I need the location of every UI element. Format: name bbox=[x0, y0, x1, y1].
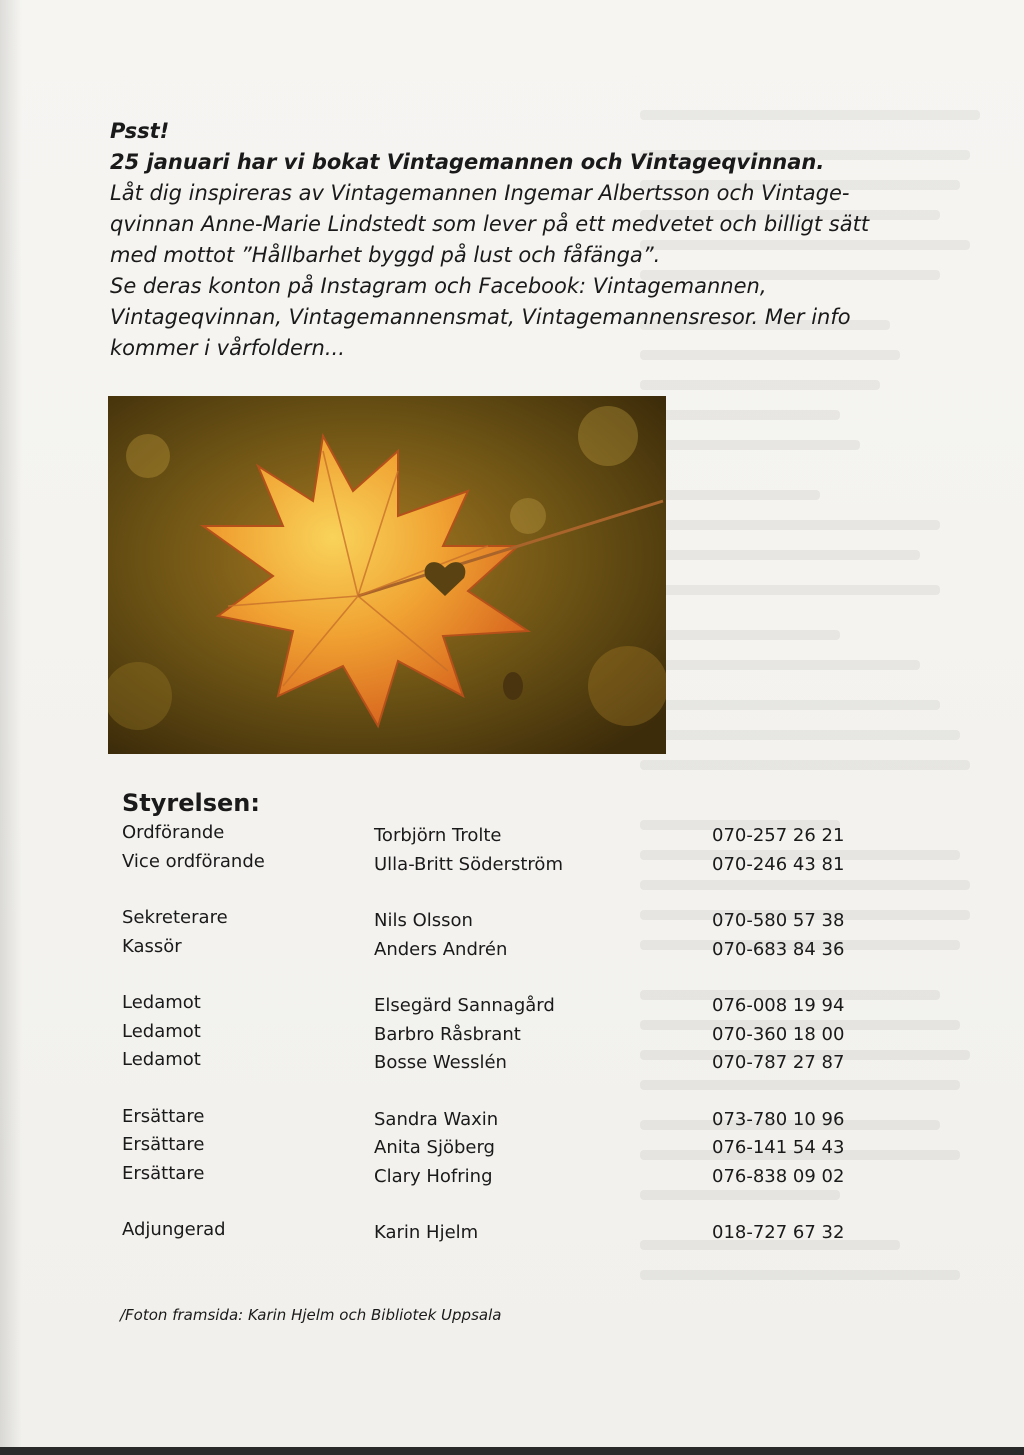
member-name: Clary Hofring bbox=[374, 1165, 493, 1187]
intro-line: Vintageqvinnan, Vintagemannensmat, Vintagemannensresor. Mer info bbox=[110, 305, 851, 329]
member-name: Barbro Råsbrant bbox=[374, 1023, 521, 1045]
member-phone: 018-727 67 32 bbox=[712, 1222, 845, 1243]
board-member-row bbox=[122, 822, 882, 851]
member-name: Elsegärd Sannagård bbox=[374, 995, 555, 1016]
member-phone: 070-580 57 38 bbox=[712, 910, 845, 931]
member-phone: 070-246 43 81 bbox=[712, 853, 845, 875]
group-spacer bbox=[122, 964, 882, 992]
board-member-row bbox=[122, 851, 882, 880]
intro-line: qvinnan Anne-Marie Lindstedt som lever på ett medvetet och billigt sätt bbox=[110, 212, 870, 236]
board-member-row bbox=[122, 936, 882, 965]
member-role: Kassör bbox=[122, 935, 182, 957]
member-name: Bosse Wesslén bbox=[374, 1052, 507, 1073]
member-phone: 070-257 26 21 bbox=[712, 825, 845, 846]
board-section bbox=[122, 788, 882, 1248]
board-member-row bbox=[122, 1106, 882, 1135]
ghost-text-line bbox=[640, 585, 940, 595]
ghost-text-line bbox=[640, 1270, 960, 1280]
member-phone: 070-360 18 00 bbox=[712, 1023, 845, 1045]
member-phone: 076-141 54 43 bbox=[712, 1137, 845, 1158]
member-role: Adjungerad bbox=[122, 1219, 226, 1240]
group-spacer bbox=[122, 1191, 882, 1219]
member-phone: 076-838 09 02 bbox=[712, 1165, 845, 1187]
board-member-row bbox=[122, 1049, 882, 1078]
intro-line: Låt dig inspireras av Vintagemannen Ingemar Albertsson och Vintage- bbox=[110, 181, 850, 205]
maple-leaf-icon bbox=[108, 396, 666, 754]
ghost-text-line bbox=[640, 520, 940, 530]
intro-heading: Psst! bbox=[110, 119, 170, 143]
ghost-text-line bbox=[640, 730, 960, 740]
ghost-text-line bbox=[640, 440, 860, 450]
ghost-text-line bbox=[640, 490, 820, 500]
member-name: Anita Sjöberg bbox=[374, 1137, 495, 1158]
ghost-text-line bbox=[640, 760, 970, 770]
board-member-row bbox=[122, 1219, 882, 1248]
member-name: Nils Olsson bbox=[374, 910, 473, 931]
member-phone: 070-683 84 36 bbox=[712, 938, 845, 960]
member-role: Sekreterare bbox=[122, 907, 228, 928]
board-member-row bbox=[122, 1134, 882, 1163]
intro-line: kommer i vårfoldern... bbox=[110, 336, 345, 360]
board-member-row bbox=[122, 1163, 882, 1192]
intro-line: med mottot ”Hållbarhet byggd på lust och fåfänga”. bbox=[110, 243, 661, 267]
member-name: Karin Hjelm bbox=[374, 1222, 479, 1243]
ghost-text-line bbox=[640, 700, 940, 710]
ghost-text-line bbox=[640, 410, 840, 420]
page-shadow-left bbox=[0, 0, 22, 1455]
intro-announcement bbox=[110, 116, 890, 364]
board-member-row bbox=[122, 992, 882, 1021]
intro-line: Se deras konton på Instagram och Facebook: Vintagemannen, bbox=[110, 274, 767, 298]
member-phone: 076-008 19 94 bbox=[712, 995, 845, 1016]
member-name: Anders Andrén bbox=[374, 938, 508, 960]
member-name: Sandra Waxin bbox=[374, 1108, 499, 1130]
member-role: Ledamot bbox=[122, 1020, 201, 1042]
group-spacer bbox=[122, 879, 882, 907]
intro-booking: 25 januari har vi bokat Vintagemannen och Vintageqvinnan. bbox=[110, 150, 825, 174]
member-role: Ordförande bbox=[122, 822, 225, 843]
member-role: Vice ordförande bbox=[122, 850, 265, 872]
board-title: Styrelsen: bbox=[122, 789, 260, 817]
ghost-text-line bbox=[640, 660, 920, 670]
board-member-row bbox=[122, 1021, 882, 1050]
member-role: Ledamot bbox=[122, 1049, 201, 1070]
board-member-row bbox=[122, 907, 882, 936]
group-spacer bbox=[122, 1078, 882, 1106]
autumn-leaf-photo bbox=[108, 396, 666, 754]
member-role: Ersättare bbox=[122, 1162, 205, 1184]
member-role: Ersättare bbox=[122, 1134, 205, 1155]
board-table bbox=[122, 822, 882, 1248]
member-name: Torbjörn Trolte bbox=[374, 825, 502, 846]
scan-edge bbox=[0, 1447, 1024, 1455]
ghost-text-line bbox=[640, 630, 840, 640]
member-phone: 070-787 27 87 bbox=[712, 1052, 845, 1073]
member-role: Ersättare bbox=[122, 1105, 205, 1127]
member-name: Ulla-Britt Söderström bbox=[374, 853, 563, 875]
photo-credit: /Foton framsida: Karin Hjelm och Bibliotek Uppsala bbox=[120, 1306, 502, 1324]
ghost-text-line bbox=[640, 550, 920, 560]
member-phone: 073-780 10 96 bbox=[712, 1108, 845, 1130]
member-role: Ledamot bbox=[122, 992, 201, 1013]
ghost-text-line bbox=[640, 380, 880, 390]
